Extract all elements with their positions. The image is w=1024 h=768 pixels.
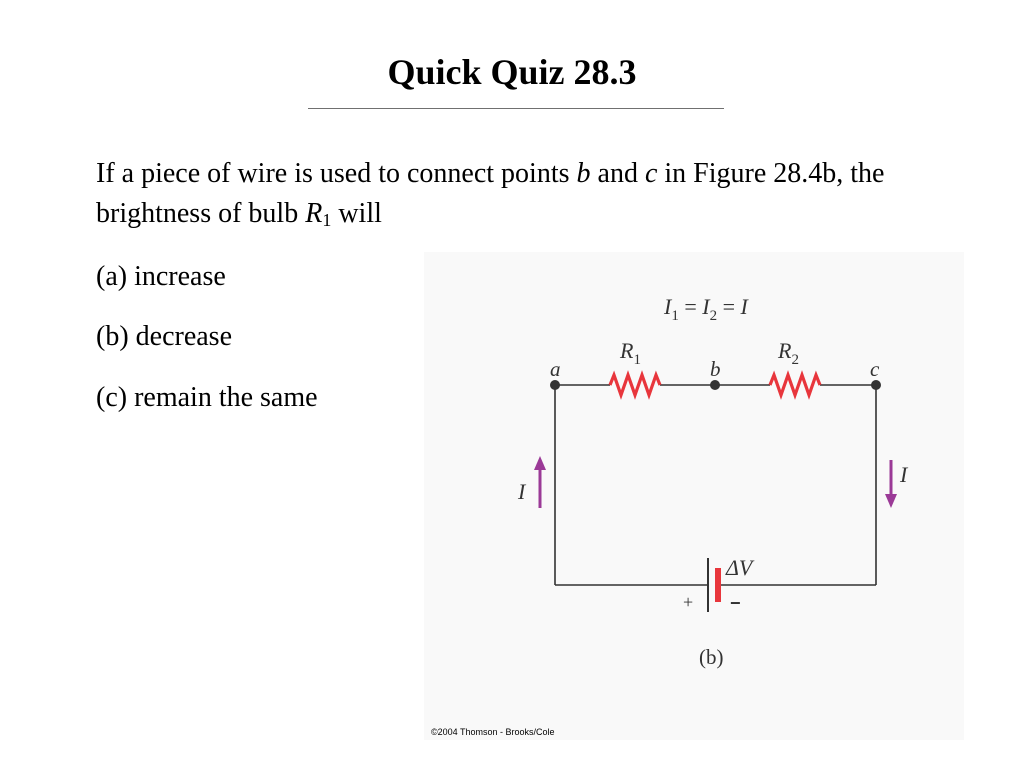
eq-equals-2: = (717, 294, 741, 319)
question-var-r: R (305, 198, 323, 229)
eq-i1: I (664, 294, 672, 319)
choice-c[interactable]: (c) remain the same (96, 382, 318, 413)
slide-title: Quick Quiz 28.3 (387, 52, 637, 92)
title-rule (308, 108, 724, 109)
battery-negative-plate (715, 568, 721, 602)
point-c-label: c (870, 357, 880, 381)
question-sub-r: 1 (322, 210, 332, 230)
battery-plus-sign: + (683, 592, 694, 612)
question-part-3: in Figure 28.4b, the brightness of bulb (96, 158, 885, 229)
current-arrow-down-icon (885, 460, 897, 508)
question-part-2: and (590, 158, 645, 189)
resistor-r1-icon (610, 375, 660, 395)
battery-minus-sign: − (730, 593, 741, 613)
current-equation (663, 294, 750, 324)
r1-label-r: R (620, 338, 634, 363)
copyright-credit: ©2004 Thomson - Brooks/Cole (431, 727, 555, 737)
figure-caption: (b) (699, 645, 724, 669)
resistor-r2-icon (770, 375, 820, 395)
eq-i3: I (740, 294, 748, 319)
current-arrow-up-icon (534, 456, 546, 508)
eq-sub2: 2 (709, 308, 718, 324)
r1-label (619, 338, 641, 368)
question-text (96, 154, 926, 234)
r2-label-sub: 2 (791, 352, 799, 368)
eq-sub1: 1 (671, 308, 679, 324)
question-part-1: If a piece of wire is used to connect points (96, 158, 577, 189)
question-var-c: c (644, 158, 658, 189)
point-b-label: b (710, 357, 721, 381)
r1-label-sub: 1 (633, 352, 641, 368)
r2-label-r: R (778, 338, 792, 363)
voltage-label: ΔV (726, 555, 753, 580)
eq-i2: I (702, 294, 710, 319)
question-part-4: will (331, 198, 382, 229)
eq-equals-1: = (678, 294, 703, 319)
question-var-b: b (576, 158, 591, 189)
point-a-dot (550, 380, 560, 390)
circuit-figure (424, 252, 964, 740)
circuit-diagram (424, 252, 964, 740)
choice-b[interactable]: (b) decrease (96, 321, 233, 352)
current-label-left: I (518, 479, 526, 504)
point-b-dot (710, 380, 720, 390)
circuit-wires (555, 385, 876, 585)
r2-label (777, 338, 799, 368)
point-a-label: a (550, 357, 561, 381)
choice-a[interactable]: (a) increase (96, 261, 226, 292)
point-c-dot (871, 380, 881, 390)
current-label-right: I (900, 462, 908, 487)
